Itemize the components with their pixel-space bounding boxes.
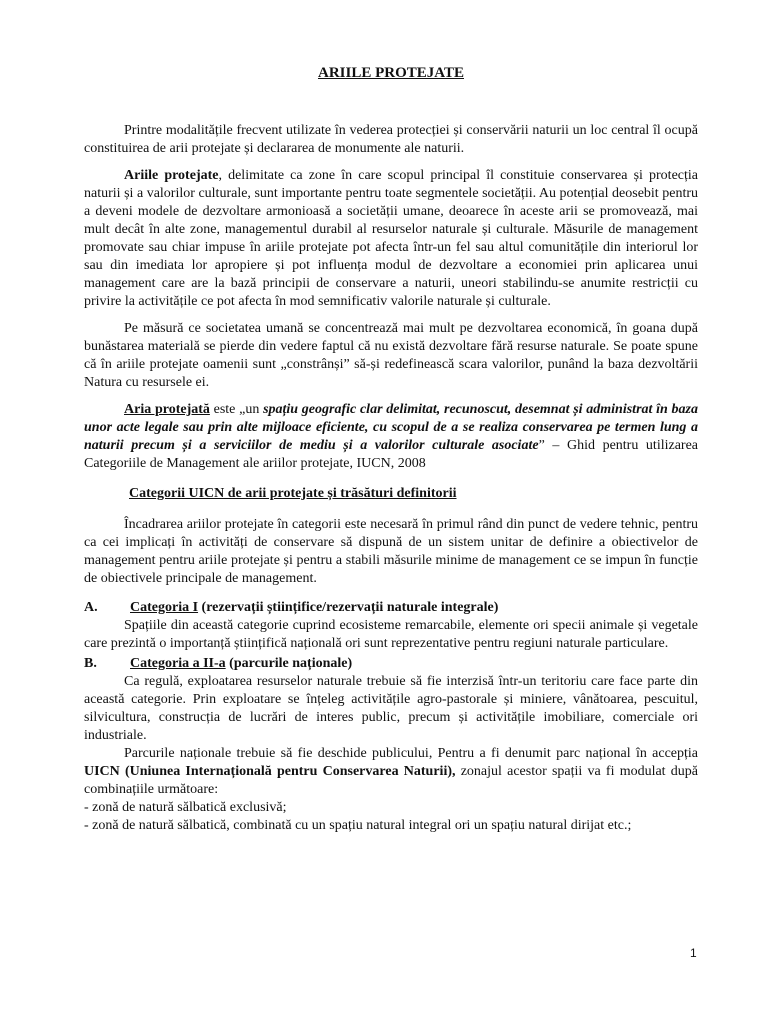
category-b-heading (84, 655, 698, 673)
paragraph-societate: Pe măsură ce societatea umană se concentrează mai mult pe dezvoltarea economică, în goana după bunăstarea materială se pierde din vedere faptul că nu există dezvoltare fără resurse naturale. Se poate spune că în ariile protejate oamenii sunt „constrânși” să-și redefinească scara valorilor, punând la baza dezvoltării Natura cu resursele ei. (84, 321, 698, 390)
category-a-letter: A. (84, 600, 98, 615)
category-b-parcuri-rest: zonajul acestor spații va fi modulat după combinațiile următoare: (84, 764, 698, 797)
category-a-label: Categoria I (130, 600, 199, 615)
category-b-text: Ca regulă, exploatarea resurselor naturale trebuie să fie interzisă într-un teritoriu care face parte din această categorie. Prin exploatare se înțeleg activitățile agro-pastorale și miniere, vânătoarea, pescuitul, silvicultura, construcția de lucrări de interes public, precum și activitățile imobiliare, comerciale ori industriale. (84, 674, 698, 743)
category-b-desc: (parcurile naționale) (225, 656, 353, 671)
paragraph-definitie (84, 401, 698, 473)
list-item: - zonă de natură sălbatică, combinată cu un spațiu natural integral ori un spațiu natural dirijat etc.; (84, 818, 632, 833)
category-b-parcuri (84, 745, 698, 799)
page-number: 1 (690, 946, 697, 960)
section-heading: Categorii UICN de arii protejate și trăsături definitorii (129, 486, 457, 501)
paragraph-incadrare: Încadrarea ariilor protejate în categorii este necesară în primul rând din punct de vedere tehnic, pentru ca cei implicați în activități de conservare să dispună de un sistem unitar de definire a obiectivelor de management pentru ariile protejate și pentru a stabili măsurile minime de management ce se impun în funcție de obiectivele principale de management. (84, 517, 698, 586)
definitie-sursa: Ghid pentru utilizarea Categoriile de Management ale ariilor protejate, IUCN, 2008 (84, 438, 699, 471)
category-b-letter: B. (84, 656, 97, 671)
paragraph-arii-protejate-text: , delimitate ca zone în care scopul principal îl constituie conservarea și protecția naturii și a valorilor culturale, sunt importante pentru toate segmentele societății. Au potențial deosebit pentru a deveni modele de dezvoltare armonioasă a societății umane, deoarece în aceste arii se promovează, mai mult decât în alte zone, managementul durabil al resurselor naturale și culturale. Măsurile de management promovate sau chiar impuse în ariile protejate pot afecta într-un fel sau altul comunitățile din interiorul lor sau din imediata lor apropiere și pot influența modul de dezvoltare a economiei prin aplicarea unui management care are la bază principii de conservare a naturii, uneori stabilindu-se anumite restricții cu privire la activitățile ce pot afecta în mod semnificativ valorile naturale și culturale. (84, 168, 698, 309)
definitie-este: este „un (209, 402, 264, 417)
category-b-label: Categoria a II-a (130, 656, 226, 671)
category-a-heading (84, 599, 698, 617)
category-b-uicn: UICN (Uniunea Internațională pentru Conservarea Naturii), (84, 764, 456, 779)
definitie-close: ” – (538, 438, 567, 453)
paragraph-intro: Printre modalitățile frecvent utilizate în vederea protecției și conservării naturii un loc central îl ocupă constituirea de arii protejate și declararea de monumente ale naturii. (84, 123, 698, 156)
term-arii-protejate: Ariile protejate (124, 168, 219, 183)
category-a-desc: (rezervații științifice/rezervații naturale integrale) (198, 600, 499, 615)
category-a-text: Spațiile din această categorie cuprind ecosisteme remarcabile, elemente ori specii animale și vegetale care prezintă o importanță științifică națională ori sunt reprezentative pentru regiuni naturale particulare. (84, 618, 698, 651)
category-b-parcuri-text: Parcurile naționale trebuie să fie deschide publicului, Pentru a fi denumit parc național în accepția (124, 746, 698, 761)
definitie-text: spațiu geografic clar delimitat, recunoscut, desemnat și administrat în baza unor acte legale sau prin alte mijloace eficiente, cu scopul de a se realiza conservarea pe termen lung a naturii precum și a serviciilor de mediu și a valorilor culturale asociate (84, 402, 698, 453)
paragraph-arii-protejate (84, 167, 698, 311)
list-item: - zonă de natură sălbatică exclusivă; (84, 800, 287, 815)
term-aria-protejata: Aria protejată (124, 402, 210, 417)
document-page (84, 58, 698, 835)
page-title: ARIILE PROTEJATE (317, 65, 464, 81)
